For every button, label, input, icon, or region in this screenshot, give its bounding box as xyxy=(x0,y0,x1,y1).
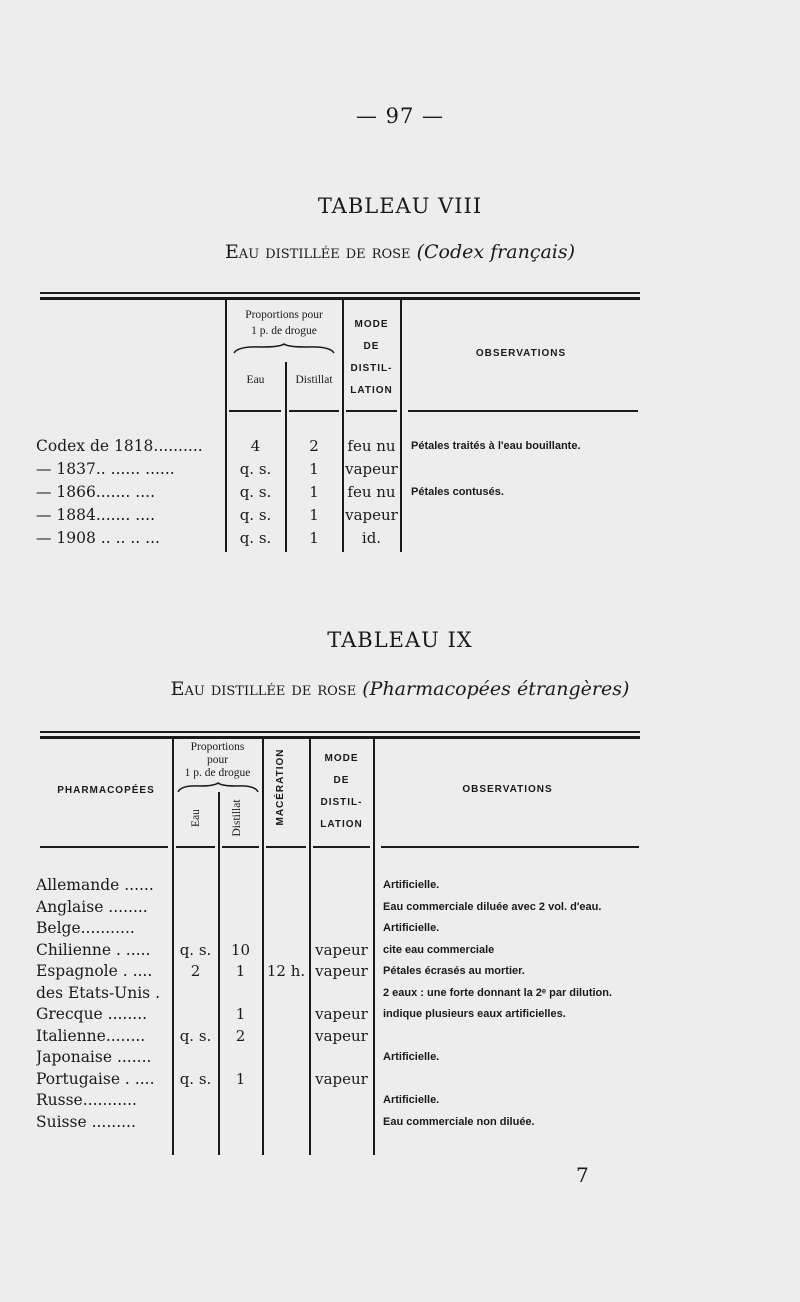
row-observation: Pétales traités à l'eau bouillante. xyxy=(411,440,581,452)
row-label: Japonaise ....... xyxy=(36,1048,152,1066)
row-distillat: 2 xyxy=(309,437,319,455)
table9-vline-5 xyxy=(373,739,375,1155)
row-distillat: 1 xyxy=(309,529,319,547)
row-observation: Eau commerciale non diluée. xyxy=(383,1116,535,1128)
row-maceration: 12 h. xyxy=(266,962,306,980)
row-label: Belge........... xyxy=(36,919,135,937)
table9-title: TABLEAU IX xyxy=(327,628,473,652)
table9-subtitle xyxy=(0,678,800,700)
row-mode: feu nu xyxy=(347,437,396,455)
row-label: Grecque ........ xyxy=(36,1005,148,1023)
row-eau: q. s. xyxy=(179,1070,212,1088)
table8-top-rule-1 xyxy=(40,292,640,294)
row-label: des Etats-Unis . xyxy=(36,984,160,1002)
table9-hdr-rule-mode xyxy=(313,846,370,848)
table9-hdr-mode xyxy=(310,748,373,836)
row-observation: Eau commerciale diluée avec 2 vol. d'eau. xyxy=(383,901,602,913)
table9-subtitle-source: (Pharmacopées étrangères) xyxy=(362,678,630,700)
row-distillat: 1 xyxy=(235,1005,246,1023)
table8-hdr-mode-l4: LATION xyxy=(350,385,393,396)
table8-hdr-mode-l2: DE xyxy=(363,341,380,352)
table8-subtitle-main: Eau distillée de rose xyxy=(224,241,411,263)
row-observation: Pétales contusés. xyxy=(411,486,504,498)
page-number: — 97 — xyxy=(355,104,445,128)
row-eau: 4 xyxy=(250,437,261,455)
row-mode: vapeur xyxy=(315,962,368,980)
table9-brace-icon xyxy=(176,782,260,794)
table9-hdr-rule-obs xyxy=(381,846,639,848)
table9-hdr-mode-l1: MODE xyxy=(324,753,359,764)
table9-top-rule-1 xyxy=(40,731,640,733)
footer-number: 7 xyxy=(576,1163,589,1187)
row-mode: vapeur xyxy=(315,941,368,959)
row-mode: id. xyxy=(361,529,382,547)
table8-subtitle-source: (Codex français) xyxy=(416,241,576,263)
row-observation: Artificielle. xyxy=(383,1051,440,1063)
table8-vline-4 xyxy=(400,300,402,552)
row-distillat: 1 xyxy=(235,962,246,980)
row-label: Suisse ......... xyxy=(36,1113,136,1131)
table9-hdr-observations: OBSERVATIONS xyxy=(462,784,553,795)
table9-hdr-rule-eau xyxy=(176,846,215,848)
row-observation: 2 eaux : une forte donnant la 2ᵉ par dilution. xyxy=(383,987,613,999)
row-eau: q. s. xyxy=(179,1027,212,1045)
row-observation: Artificielle. xyxy=(383,922,440,934)
row-observation: Artificielle. xyxy=(383,1094,440,1106)
row-label: Chilienne . ..... xyxy=(36,941,151,959)
row-eau: 2 xyxy=(190,962,201,980)
table8-title: TABLEAU VIII xyxy=(317,194,483,218)
table9-hdr-maceration: MACÉRATION xyxy=(275,748,286,826)
table8-hdr-mode-l1: MODE xyxy=(354,319,389,330)
row-mode: vapeur xyxy=(345,460,398,478)
row-label: Codex de 1818.......... xyxy=(36,437,203,455)
row-distillat: 1 xyxy=(309,483,319,501)
row-eau: q. s. xyxy=(239,529,272,547)
row-mode: vapeur xyxy=(315,1027,368,1045)
table9-vline-3 xyxy=(262,739,264,1155)
row-label: Russe........... xyxy=(36,1091,137,1109)
row-eau: q. s. xyxy=(239,483,272,501)
table9-hdr-proportions-l3: 1 p. de drogue xyxy=(184,767,251,779)
row-mode: vapeur xyxy=(315,1070,368,1088)
table9-hdr-proportions xyxy=(173,741,262,780)
table8-hdr-eau: Eau xyxy=(246,374,265,386)
row-eau: q. s. xyxy=(179,941,212,959)
row-label: — 1908 .. .. .. ... xyxy=(36,529,160,547)
row-observation: indique plusieurs eaux artificielles. xyxy=(383,1008,566,1020)
table9-hdr-distillat: Distillat xyxy=(231,799,243,837)
table8-hdr-rule-mode xyxy=(346,410,397,412)
table8-hdr-proportions xyxy=(226,307,342,339)
row-label: Espagnole . .... xyxy=(36,962,153,980)
table8-hdr-distillat: Distillat xyxy=(295,374,333,386)
row-label: Portugaise . .... xyxy=(36,1070,155,1088)
row-label: Allemande ...... xyxy=(36,876,154,894)
row-distillat: 1 xyxy=(235,1070,246,1088)
table8-hdr-proportions-l2: 1 p. de drogue xyxy=(251,325,317,337)
table9-hdr-mode-l3: DISTIL- xyxy=(320,797,363,808)
row-eau: q. s. xyxy=(239,460,272,478)
table8-hdr-observations: OBSERVATIONS xyxy=(475,348,567,359)
row-label: — 1884....... .... xyxy=(36,506,155,524)
row-label: Italienne........ xyxy=(36,1027,146,1045)
row-distillat: 1 xyxy=(309,460,319,478)
table8-brace-icon xyxy=(232,343,336,355)
table9-hdr-proportions-l2: pour xyxy=(206,754,229,766)
table9-hdr-mode-l4: LATION xyxy=(320,819,363,830)
table8-top-rule-2 xyxy=(40,297,640,300)
row-observation: Artificielle. xyxy=(383,879,440,891)
table9-subtitle-main: Eau distillée de rose xyxy=(170,678,357,700)
row-mode: vapeur xyxy=(315,1005,368,1023)
table8-hdr-rule-obs xyxy=(408,410,638,412)
table9-top-rule-2 xyxy=(40,736,640,739)
table9-hdr-rule-mac xyxy=(266,846,306,848)
table8-subtitle xyxy=(0,241,800,263)
row-observation: cite eau commerciale xyxy=(383,944,495,956)
table9-hdr-pharmacopees: PHARMACOPÉES xyxy=(57,785,155,796)
table8-hdr-mode xyxy=(343,314,400,402)
row-mode: feu nu xyxy=(347,483,396,501)
row-mode: vapeur xyxy=(345,506,398,524)
table9-hdr-rule-pharm xyxy=(40,846,168,848)
row-label: — 1837.. ...... ...... xyxy=(36,460,175,478)
row-distillat: 2 xyxy=(235,1027,246,1045)
row-distillat: 1 xyxy=(309,506,319,524)
row-distillat: 10 xyxy=(230,941,251,959)
table8-hdr-rule-dist xyxy=(289,410,339,412)
row-observation: Pétales écrasés au mortier. xyxy=(383,965,525,977)
table8-hdr-proportions-l1: Proportions pour xyxy=(245,309,323,321)
table9-hdr-eau: Eau xyxy=(190,809,202,827)
row-label: — 1866....... .... xyxy=(36,483,155,501)
row-label: Anglaise ........ xyxy=(36,898,148,916)
table8-hdr-mode-l3: DISTIL- xyxy=(350,363,393,374)
table9-hdr-proportions-l1: Proportions xyxy=(190,741,245,753)
row-eau: q. s. xyxy=(239,506,272,524)
table8-hdr-rule-eau xyxy=(229,410,281,412)
table9-hdr-mode-l2: DE xyxy=(333,775,350,786)
